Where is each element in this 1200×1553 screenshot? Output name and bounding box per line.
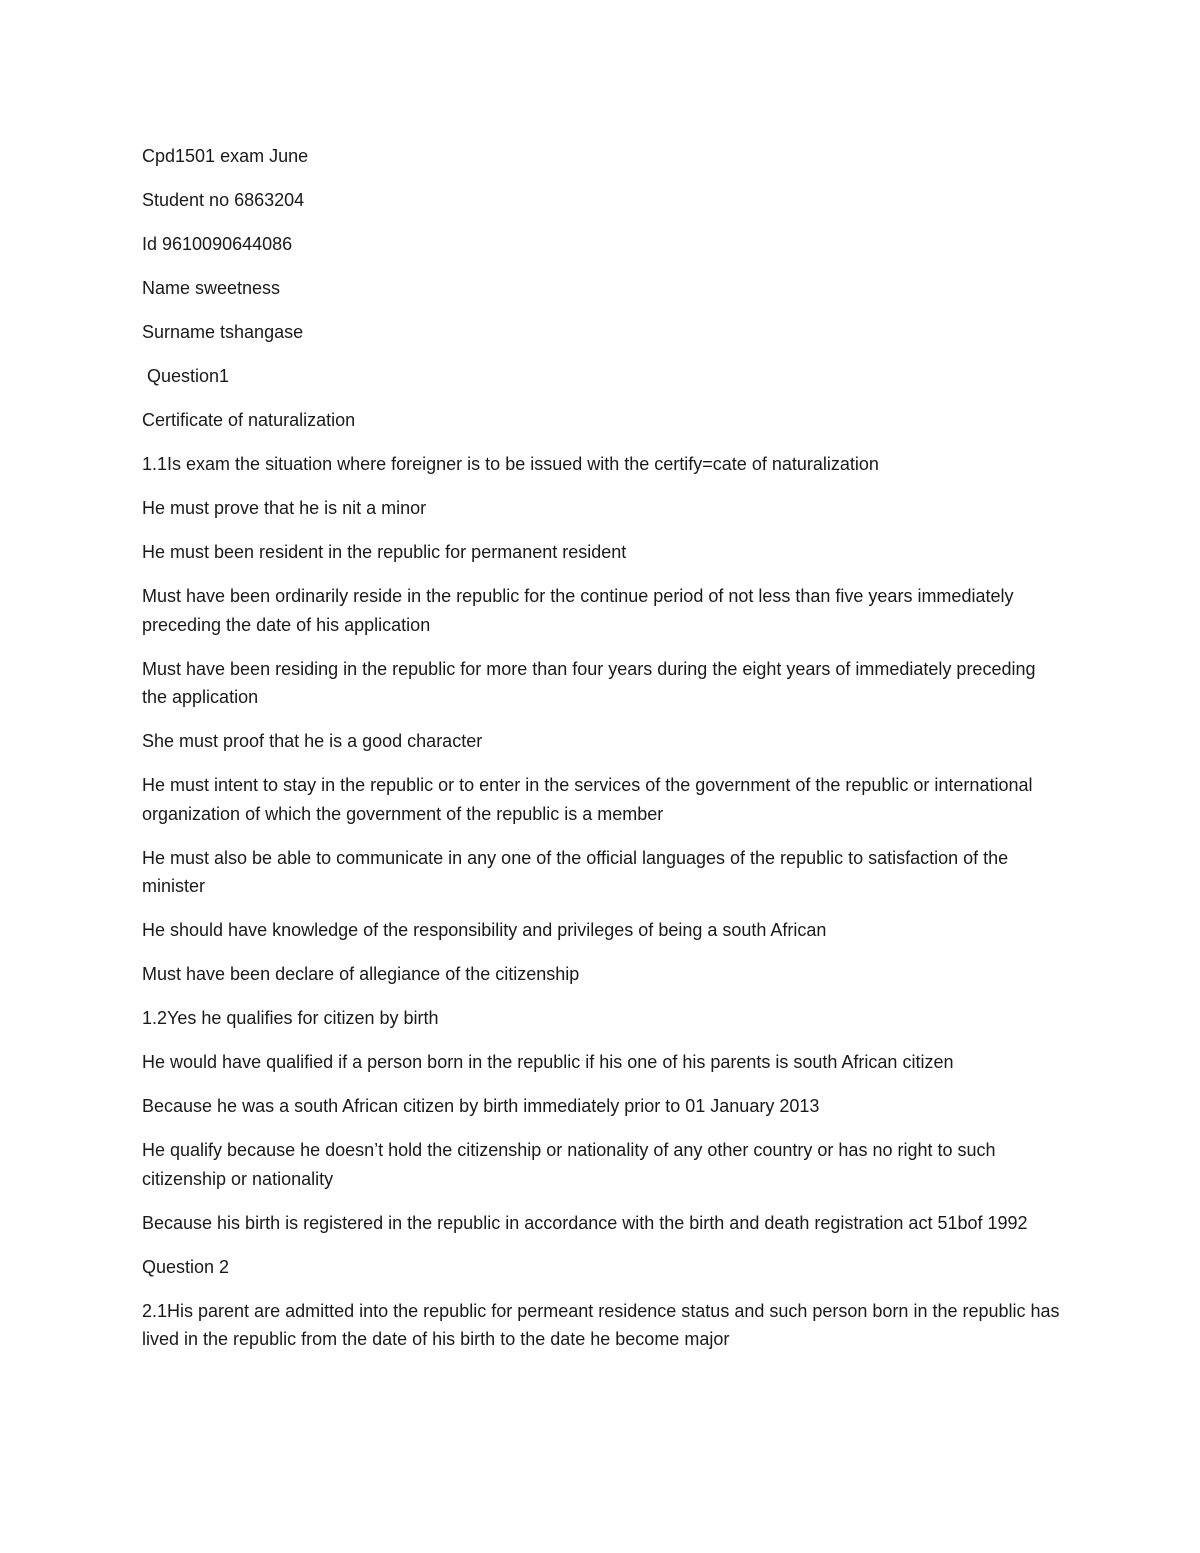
- exam-title: Cpd1501 exam June: [142, 146, 309, 166]
- answer-1-1: 1.1Is exam the situation where foreigner is to be issued with the certify=cate of naturalization: [142, 454, 879, 474]
- paragraph: He must prove that he is nit a minor: [142, 498, 427, 518]
- paragraph: He must also be able to communicate in any one of the official languages of the republic to satisfaction of the minister: [142, 847, 1009, 896]
- question-1-heading: Question1: [147, 366, 230, 386]
- paragraph: He must been resident in the republic for permanent resident: [142, 542, 627, 562]
- paragraph: He must intent to stay in the republic or to enter in the services of the government of the republic or international organization of which the government of the republic is a member: [142, 775, 1033, 824]
- paragraph: He qualify because he doesn’t hold the citizenship or nationality of any other country or has no right to such citizenship or nationality: [142, 1140, 996, 1189]
- question-2-heading: Question 2: [142, 1256, 230, 1277]
- paragraph: Must have been declare of allegiance of the citizenship: [142, 964, 580, 984]
- paragraph: Because his birth is registered in the republic in accordance with the birth and death registration act 51bof 1992: [142, 1212, 1028, 1233]
- paragraph: He would have qualified if a person born in the republic if his one of his parents is south African citizen: [142, 1052, 954, 1072]
- paragraph: He should have knowledge of the responsibility and privileges of being a south African: [142, 920, 827, 940]
- paragraph: Because he was a south African citizen by birth immediately prior to 01 January 2013: [142, 1096, 820, 1116]
- answer-2-1: 2.1His parent are admitted into the republic for permeant residence status and such person born in the republic has lived in the republic from the date of his birth to the date he become major: [142, 1300, 1060, 1349]
- document-body: [142, 142, 1062, 1369]
- student-name: Name sweetness: [142, 278, 281, 298]
- id-number: Id 9610090644086: [142, 234, 293, 254]
- student-surname: Surname tshangase: [142, 322, 304, 342]
- answer-1-2: 1.2Yes he qualifies for citizen by birth: [142, 1008, 439, 1028]
- paragraph: Must have been residing in the republic for more than four years during the eight years of immediately preceding the application: [142, 658, 1036, 707]
- student-number: Student no 6863204: [142, 190, 305, 210]
- paragraph: She must proof that he is a good character: [142, 731, 483, 751]
- paragraph: Must have been ordinarily reside in the republic for the continue period of not less than five years immediately preceding the date of his application: [142, 586, 1014, 635]
- section-heading: Certificate of naturalization: [142, 410, 356, 430]
